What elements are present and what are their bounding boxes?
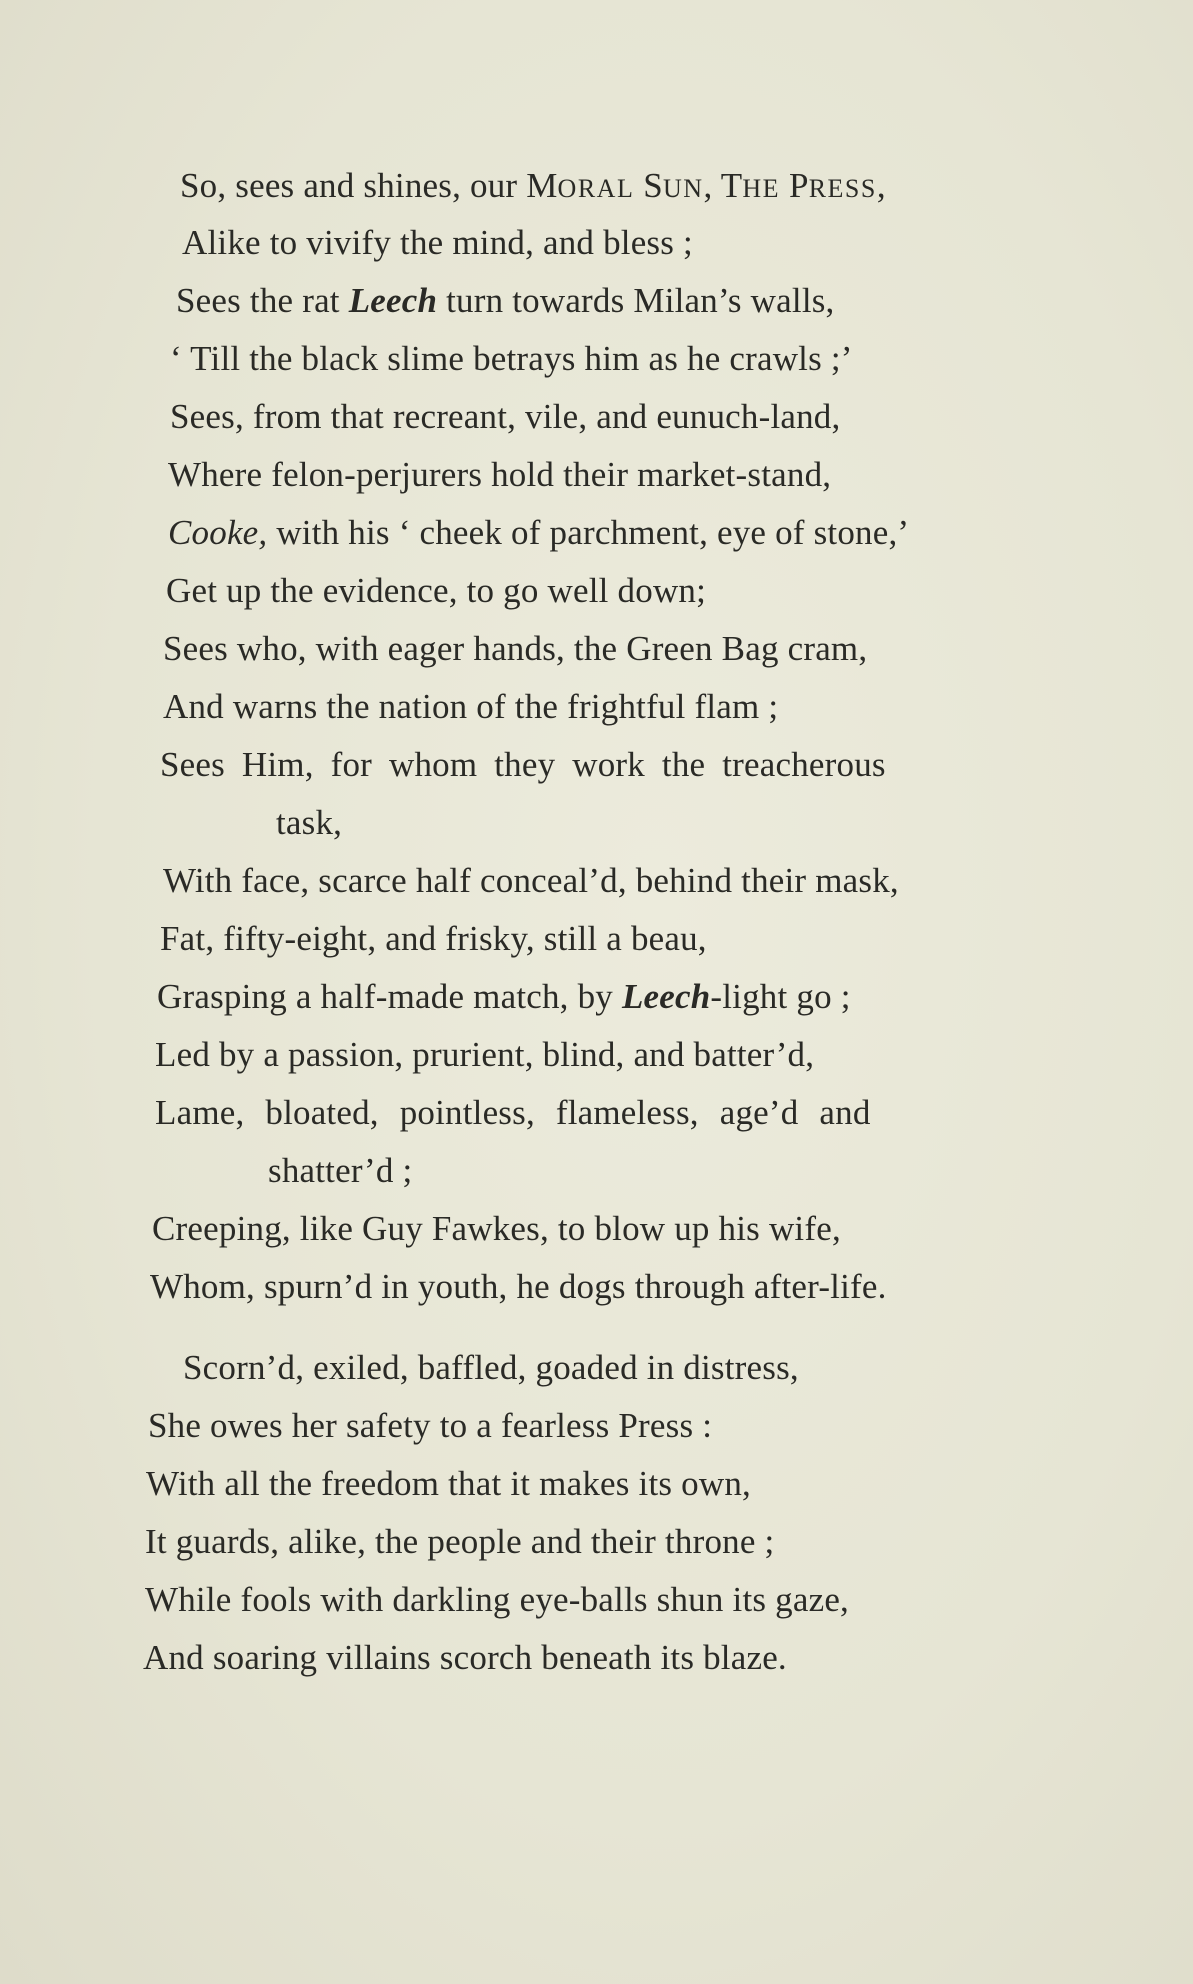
poem-line-13: [160, 921, 707, 956]
text: While fools with darkling eye-balls shun its gaze,: [145, 1580, 850, 1619]
text: Alike to vivify the mind, and bless ;: [182, 223, 693, 262]
text: With face, scarce half conceal’d, behind their mask,: [163, 861, 899, 900]
text: Led by a passion, prurient, blind, and batter’d,: [155, 1035, 815, 1074]
poem-line-14: [157, 979, 851, 1014]
poem-line-19: [183, 1350, 799, 1385]
poem-line-4: [170, 341, 853, 376]
poem-line-12: [163, 863, 899, 898]
text: Where felon-perjurers hold their market-stand,: [168, 455, 832, 494]
text: She owes her safety to a fearless Press :: [148, 1406, 713, 1445]
poem-line-5: [170, 399, 840, 434]
poem-line-10: [163, 689, 778, 724]
poem-line-21: [146, 1466, 751, 1501]
text: And warns the nation of the frightful flam ;: [163, 687, 779, 726]
text: Get up the evidence, to go well down;: [166, 571, 707, 610]
poem-line-9: [163, 631, 867, 666]
text: Fat, fifty-eight, and frisky, still a beau,: [160, 919, 707, 958]
text: Creeping, like Guy Fawkes, to blow up his wife,: [152, 1209, 841, 1248]
poem-line-22: [145, 1524, 774, 1559]
poem-line-16: [155, 1095, 871, 1130]
poem-line-24: [143, 1640, 787, 1675]
text: Grasping a half-made match, by: [157, 977, 622, 1016]
the-press-smallcaps: THE PRESS: [720, 166, 877, 205]
poem-line-11: [160, 747, 886, 782]
text: -light go ;: [710, 977, 851, 1016]
poem-line-11-cont: [276, 805, 342, 840]
text: Sees Him, for whom they work the treacherous: [160, 745, 886, 784]
text: Sees the rat: [176, 281, 349, 320]
text: shatter’d ;: [268, 1151, 413, 1190]
text: ,: [703, 166, 721, 205]
text: task,: [276, 803, 343, 842]
text: And soaring villains scorch beneath its blaze.: [143, 1638, 787, 1677]
text: Whom, spurn’d in youth, he dogs through after-life.: [150, 1267, 887, 1306]
text: Sees, from that recreant, vile, and eunuch-land,: [170, 397, 841, 436]
poem-line-2: [182, 225, 693, 260]
moral-sun-smallcaps: MORAL SUN: [526, 166, 704, 205]
text: It guards, alike, the people and their throne ;: [145, 1522, 775, 1561]
poem-line-7: [168, 515, 909, 550]
text: With all the freedom that it makes its own,: [146, 1464, 751, 1503]
text: turn towards Milan’s walls,: [437, 281, 835, 320]
poem-line-17: [152, 1211, 841, 1246]
poem-line-6: [168, 457, 831, 492]
leech-name: Leech: [621, 977, 711, 1016]
leech-name: Leech: [348, 281, 438, 320]
poem-line-1: [180, 168, 886, 203]
poem-line-8: [166, 573, 706, 608]
poem-line-16-cont: [268, 1153, 412, 1188]
text: Scorn’d, exiled, baffled, goaded in distress,: [183, 1348, 799, 1387]
text: Sees who, with eager hands, the Green Bag cram,: [163, 629, 868, 668]
poem-line-20: [148, 1408, 712, 1443]
text: ,: [876, 166, 886, 205]
text: with his ‘ cheek of parchment, eye of stone,’: [267, 513, 910, 552]
poem-line-15: [155, 1037, 814, 1072]
poem-line-18: [150, 1269, 887, 1304]
text: Lame, bloated, pointless, flameless, age’d and: [155, 1093, 871, 1132]
cooke-name: Cooke,: [168, 513, 268, 552]
text: So, sees and shines, our: [180, 166, 527, 205]
poem-line-3: [176, 283, 835, 318]
poem-line-23: [145, 1582, 849, 1617]
text: ‘ Till the black slime betrays him as he crawls ;’: [170, 339, 853, 378]
